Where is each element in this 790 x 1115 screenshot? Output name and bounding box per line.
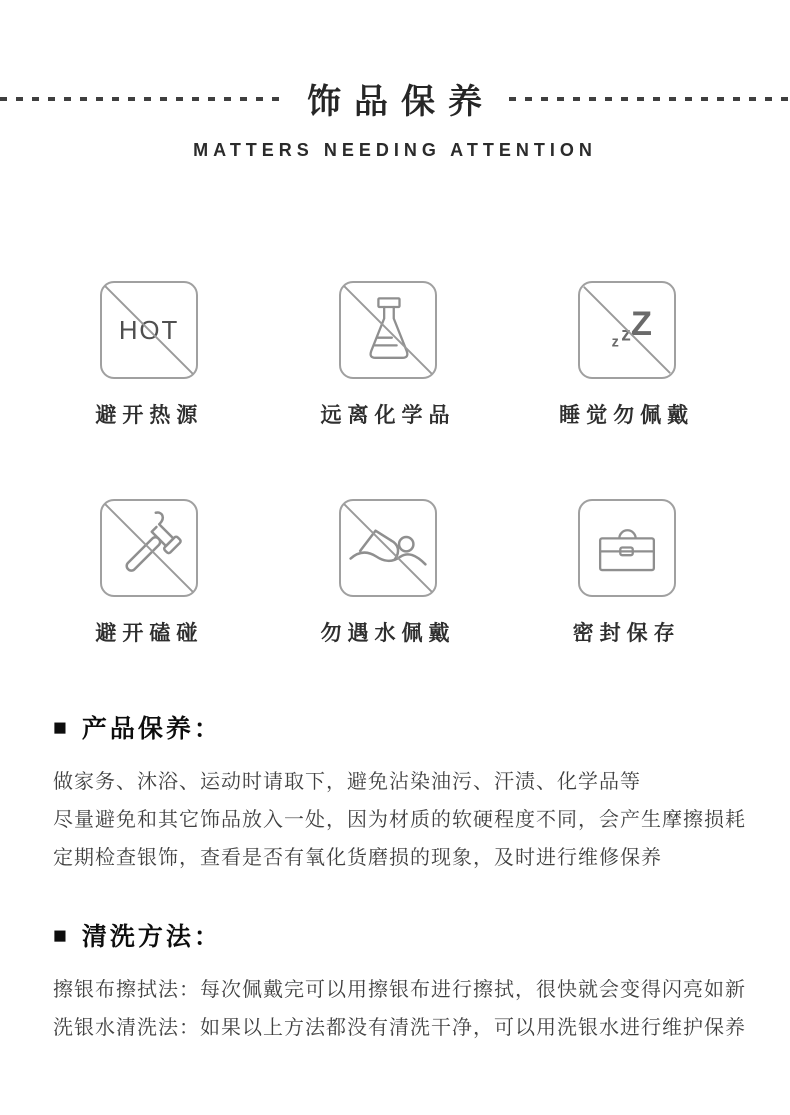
prohibit-slash: [106, 505, 192, 591]
icon-label-avoid-knocks: 避开磕碰: [95, 622, 204, 645]
icon-label-no-water-wear: 勿遇水佩戴: [320, 622, 456, 645]
water-wave: [351, 553, 426, 565]
square-bullet-icon: ■: [53, 921, 70, 948]
clean-line-2: 洗银水清洗法：如果以上方法都没有清洗干净，可以用洗银水进行维护保养: [53, 1017, 746, 1039]
hammer-handle: [125, 535, 162, 572]
hammer-glyph: [114, 511, 185, 582]
prohibit-slash: [345, 287, 431, 373]
care-text-sections: [0, 709, 790, 1047]
icon-cell-no-sleep-wear: [559, 281, 694, 429]
icon-label-sealed-storage: 密封保存: [572, 622, 681, 645]
section-heading-cleaning-method: [53, 917, 760, 953]
prohibit-slash: [583, 287, 669, 373]
header-title-row: [0, 74, 790, 123]
square-bullet-icon: ■: [53, 713, 70, 740]
icon-label-avoid-heat: 避开热源: [95, 404, 204, 427]
sleep-z-medium: z: [620, 324, 631, 346]
icon-cell-no-chemicals: [320, 281, 455, 429]
section-cleaning-method: [53, 917, 760, 1047]
care-line-1: 做家务、沐浴、运动时请取下，避免沾染油污、汗渍、化学品等: [53, 771, 641, 793]
no-sleep-wear-icon: [578, 281, 676, 379]
clean-line-1: 擦银布擦拭法：每次佩戴完可以用擦银布进行擦拭，很快就会变得闪亮如新: [53, 979, 746, 1001]
section-heading-product-care: [53, 709, 760, 745]
section-heading-text: 产品保养：: [81, 715, 222, 743]
prohibit-slash: [345, 505, 431, 591]
care-icon-grid: [30, 281, 746, 647]
icon-cell-avoid-heat: [95, 281, 203, 429]
no-chemicals-icon: [339, 281, 437, 379]
icon-cell-no-water-wear: [320, 499, 455, 647]
case-handle: [619, 530, 635, 538]
care-line-2: 尽量避免和其它饰品放入一处，因为材质的软硬程度不同，会产生摩擦损耗: [53, 809, 746, 831]
icon-label-no-sleep-wear: 睡觉勿佩戴: [559, 404, 695, 427]
flask-cap: [378, 298, 399, 307]
page-title: 饰品保养: [307, 83, 495, 121]
section-product-care: [53, 709, 760, 877]
sleep-z-small: z: [611, 334, 619, 351]
icon-label-no-chemicals: 远离化学品: [320, 404, 456, 427]
left-dash-divider: [0, 97, 281, 101]
right-dash-divider: [509, 97, 790, 101]
flask-body: [371, 307, 408, 358]
section-heading-text: 清洗方法：: [81, 923, 222, 951]
sleep-z-large: Z: [630, 304, 652, 343]
page-subtitle: MATTERS NEEDING ATTENTION: [193, 140, 597, 160]
hot-text: HOT: [119, 316, 180, 345]
no-heat-icon: [100, 281, 198, 379]
icon-cell-avoid-knocks: [95, 499, 203, 647]
swimmer-head: [399, 537, 413, 551]
sealed-storage-icon: [578, 499, 676, 597]
care-line-3: 定期检查银饰，查看是否有氧化货磨损的现象，及时进行维修保养: [53, 847, 662, 869]
icon-cell-sealed-storage: [573, 499, 681, 647]
hammer-face: [164, 536, 182, 554]
swimmer-arm: [360, 531, 391, 551]
no-water-wear-icon: [339, 499, 437, 597]
no-knock-icon: [100, 499, 198, 597]
